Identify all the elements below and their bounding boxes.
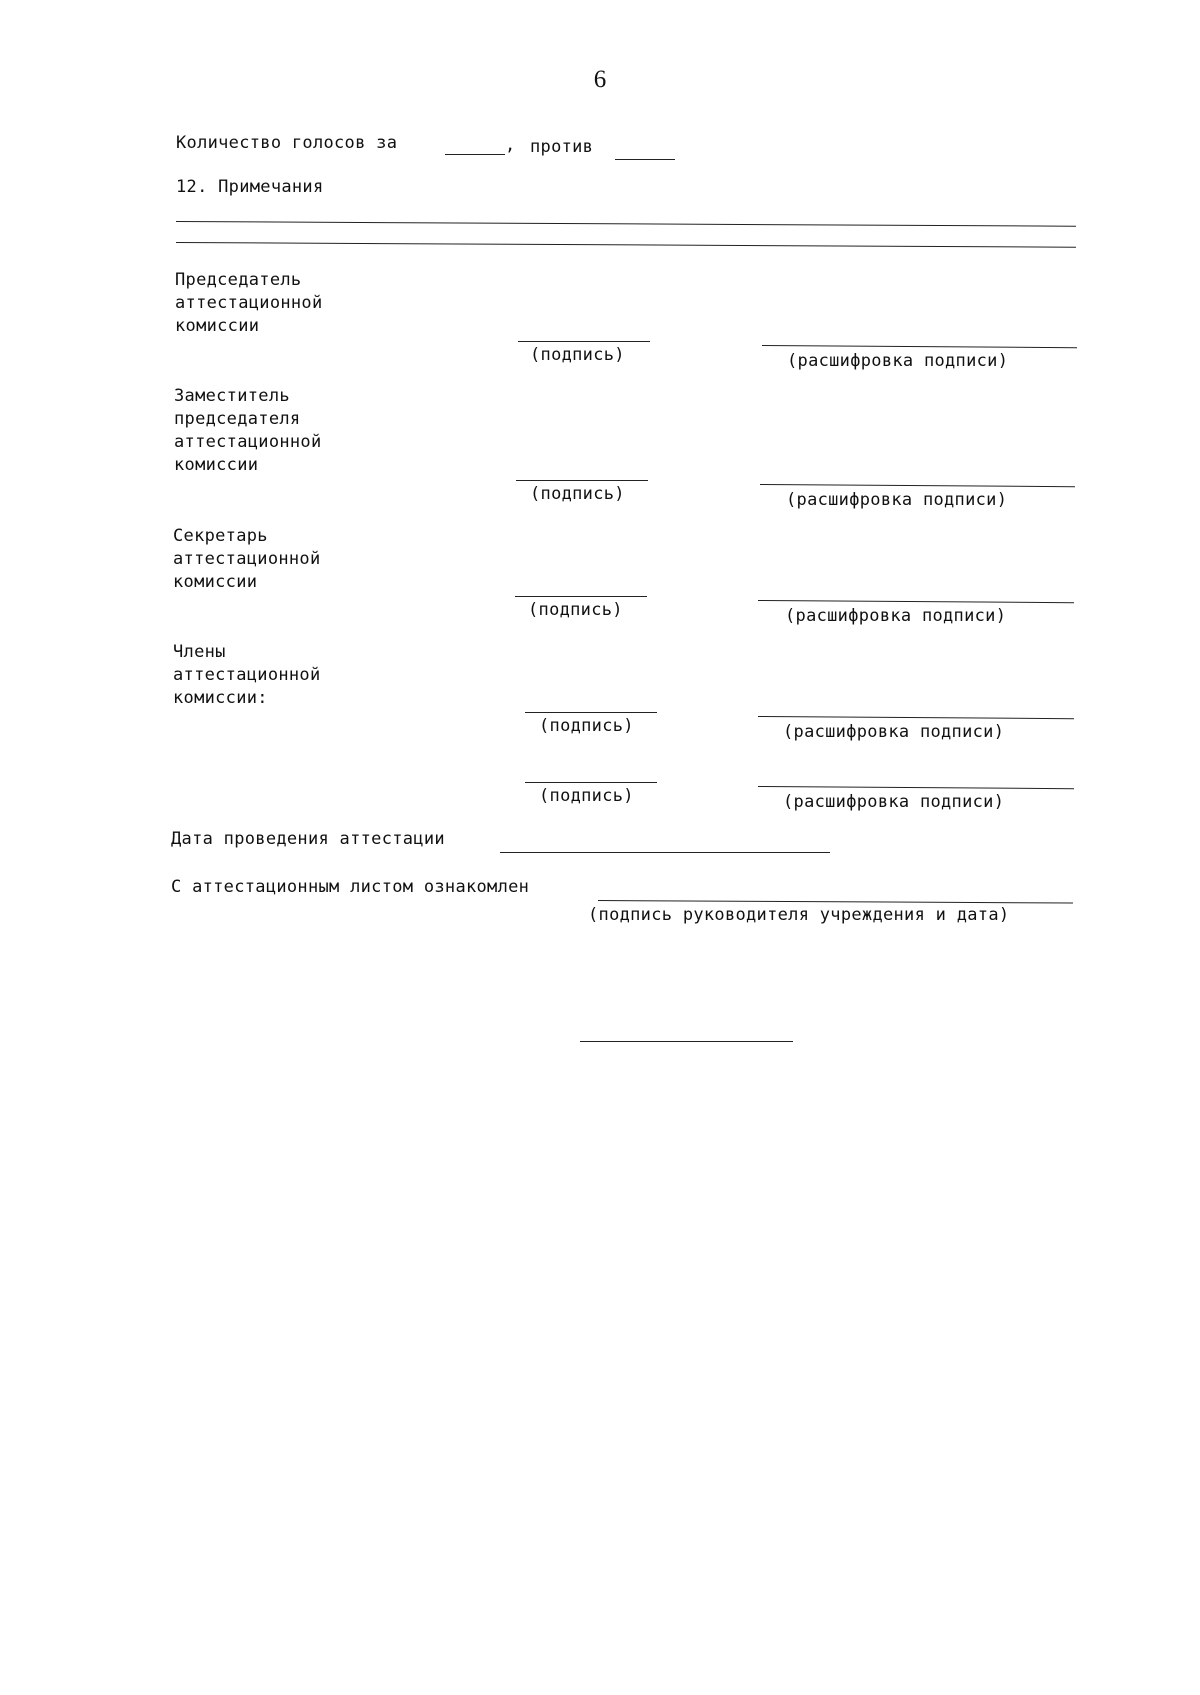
deputy-decoding-caption: (расшифровка подписи) bbox=[786, 490, 1008, 510]
deputy-role-line: председателя bbox=[174, 409, 301, 429]
chairman-role-line: комиссии bbox=[175, 316, 260, 336]
chairman-role-line: аттестационной bbox=[175, 293, 323, 313]
member-2-decoding-caption: (расшифровка подписи) bbox=[783, 792, 1005, 812]
chairman-signature-line[interactable] bbox=[518, 341, 650, 342]
chairman-decoding-line[interactable] bbox=[762, 345, 1077, 348]
secretary-decoding-caption: (расшифровка подписи) bbox=[785, 606, 1007, 626]
secretary-role-line: комиссии bbox=[173, 572, 258, 592]
secretary-role-line: Секретарь bbox=[173, 526, 268, 546]
acknowledgement-caption: (подпись руководителя учреждения и дата) bbox=[588, 905, 1010, 925]
page-number: 6 bbox=[593, 66, 607, 93]
secretary-decoding-line[interactable] bbox=[758, 600, 1074, 603]
secretary-signature-line[interactable] bbox=[515, 596, 647, 597]
deputy-role-line: Заместитель bbox=[174, 386, 290, 406]
votes-for-blank[interactable] bbox=[445, 154, 505, 155]
member-1-signature-caption: (подпись) bbox=[539, 716, 634, 736]
member-1-decoding-line[interactable] bbox=[758, 716, 1074, 719]
deputy-role-line: аттестационной bbox=[174, 432, 322, 452]
members-role-line: аттестационной bbox=[173, 665, 321, 685]
deputy-role-line: комиссии bbox=[174, 455, 259, 475]
secretary-signature-caption: (подпись) bbox=[528, 600, 623, 620]
attestation-date-line[interactable] bbox=[500, 852, 830, 853]
votes-against-label: против bbox=[530, 137, 594, 157]
deputy-decoding-line[interactable] bbox=[760, 484, 1075, 487]
acknowledgement-line[interactable] bbox=[598, 900, 1073, 903]
chairman-signature-caption: (подпись) bbox=[530, 345, 625, 365]
chairman-decoding-caption: (расшифровка подписи) bbox=[787, 351, 1009, 371]
members-role-line: Члены bbox=[173, 642, 226, 662]
deputy-signature-caption: (подпись) bbox=[530, 484, 625, 504]
secretary-role-line: аттестационной bbox=[173, 549, 321, 569]
votes-for-label: Количество голосов за bbox=[176, 133, 398, 153]
votes-against-blank[interactable] bbox=[615, 159, 675, 160]
member-2-decoding-line[interactable] bbox=[758, 786, 1074, 789]
attestation-date-label: Дата проведения аттестации bbox=[171, 829, 445, 849]
notes-line-2[interactable] bbox=[176, 242, 1076, 248]
member-2-signature-caption: (подпись) bbox=[539, 786, 634, 806]
notes-line-1[interactable] bbox=[176, 221, 1076, 227]
deputy-signature-line[interactable] bbox=[516, 480, 648, 481]
member-1-decoding-caption: (расшифровка подписи) bbox=[783, 722, 1005, 742]
members-role-line: комиссии: bbox=[173, 688, 268, 708]
end-of-document-rule bbox=[580, 1041, 793, 1042]
chairman-role-line: Председатель bbox=[175, 270, 302, 290]
votes-comma: , bbox=[505, 135, 516, 155]
member-2-signature-line[interactable] bbox=[525, 782, 657, 783]
notes-heading: 12. Примечания bbox=[176, 177, 324, 197]
acknowledgement-label: С аттестационным листом ознакомлен bbox=[171, 877, 530, 897]
member-1-signature-line[interactable] bbox=[525, 712, 657, 713]
